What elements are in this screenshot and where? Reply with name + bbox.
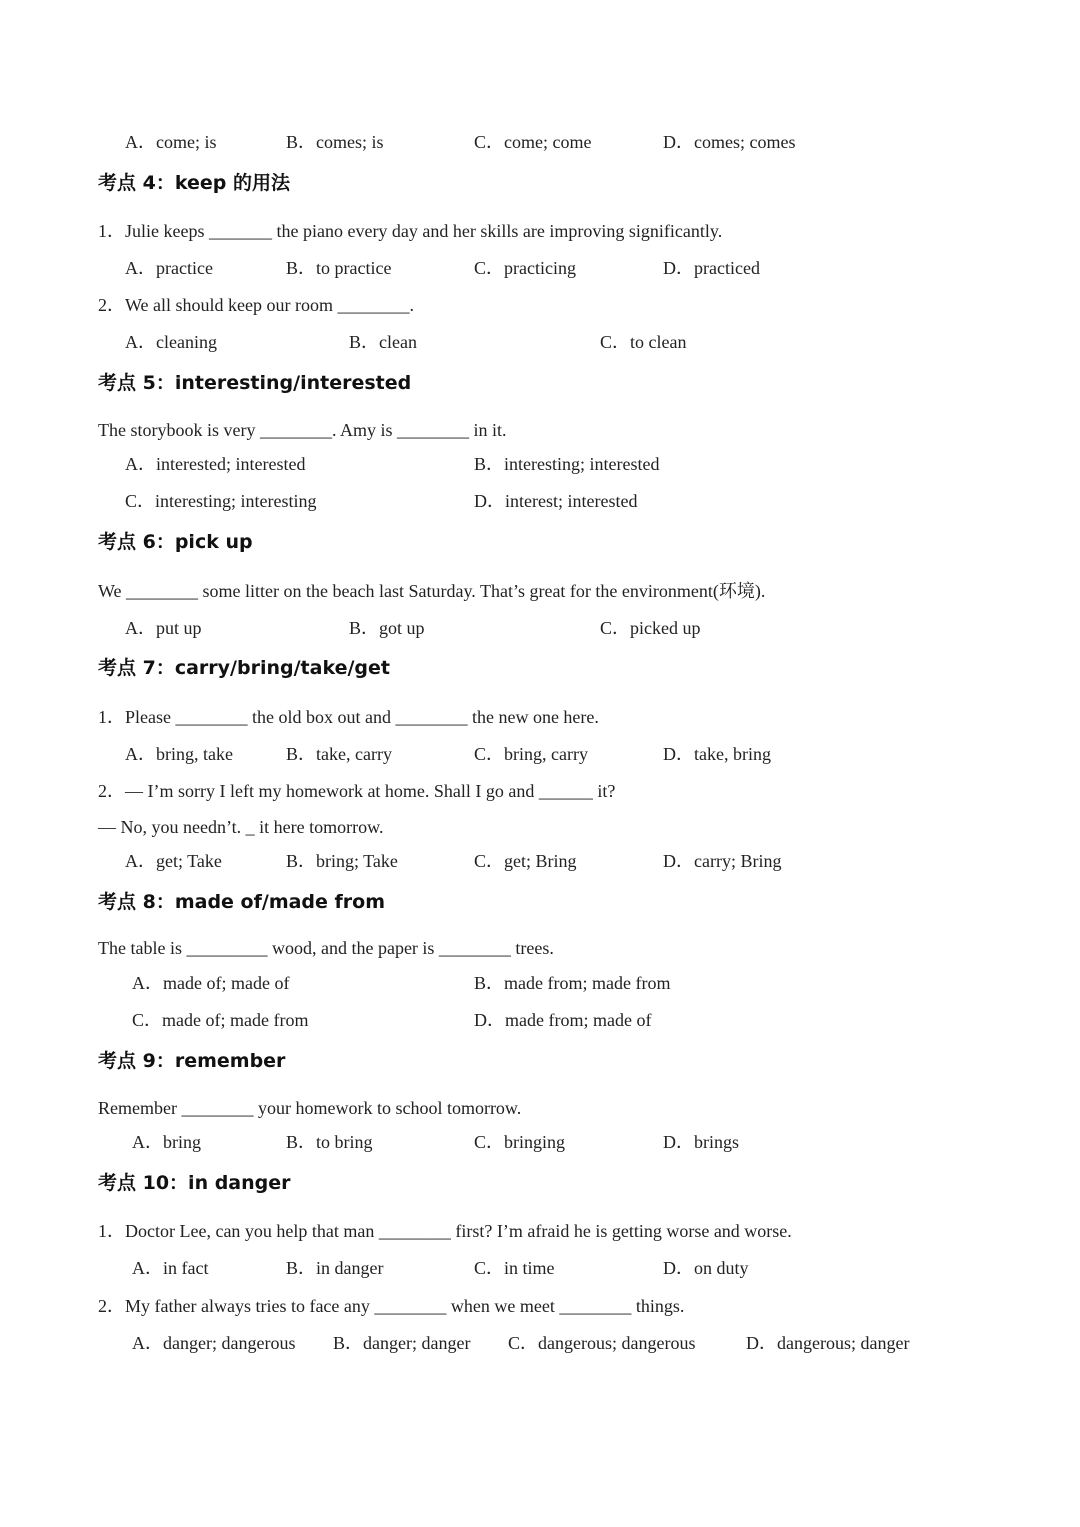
section-heading-10: 考点 10：in danger xyxy=(98,1172,291,1194)
option-c: C．picked up xyxy=(600,618,701,638)
question-7-2-reply: — No, you needn’t. _ it here tomorrow. xyxy=(98,817,384,837)
option-b: B．got up xyxy=(349,618,425,638)
option-a: A．get; Take xyxy=(125,851,222,871)
option-b: B．clean xyxy=(349,332,417,352)
option-c: C．come; come xyxy=(474,132,592,152)
option-d: D．brings xyxy=(663,1132,739,1152)
option-a: A．in fact xyxy=(132,1258,209,1278)
option-b: B．to practice xyxy=(286,258,392,278)
option-c: C．practicing xyxy=(474,258,576,278)
section-heading-4: 考点 4：keep 的用法 xyxy=(98,172,290,194)
question-10-2: 2．My father always tries to face any ________ when we meet ________ things. xyxy=(98,1296,685,1316)
option-d: D．on duty xyxy=(663,1258,749,1278)
option-c: C．get; Bring xyxy=(474,851,577,871)
option-c: C．dangerous; dangerous xyxy=(508,1333,696,1353)
section-heading-7: 考点 7：carry/bring/take/get xyxy=(98,657,390,679)
option-d: D．carry; Bring xyxy=(663,851,782,871)
option-b: B．bring; Take xyxy=(286,851,398,871)
question-4-1: 1．Julie keeps _______ the piano every day and her skills are improving significantly. xyxy=(98,221,723,241)
question-7-2: 2．— I’m sorry I left my homework at home. Shall I go and ______ it? xyxy=(98,781,616,801)
option-a: A．bring xyxy=(132,1132,201,1152)
option-c: C．made of; made from xyxy=(132,1010,309,1030)
option-b: B．to bring xyxy=(286,1132,373,1152)
question-10-1: 1．Doctor Lee, can you help that man ________ first? I’m afraid he is getting worse and worse. xyxy=(98,1221,792,1241)
option-c: C．in time xyxy=(474,1258,555,1278)
option-a: A．practice xyxy=(125,258,213,278)
option-c: C．bringing xyxy=(474,1132,566,1152)
section-heading-6: 考点 6：pick up xyxy=(98,531,253,553)
option-d: D．practiced xyxy=(663,258,760,278)
option-d: D．interest; interested xyxy=(474,491,638,511)
option-b: B．danger; danger xyxy=(333,1333,471,1353)
question-9: Remember ________ your homework to school tomorrow. xyxy=(98,1098,522,1118)
option-b: B．take, carry xyxy=(286,744,392,764)
option-a: A．come; is xyxy=(125,132,217,152)
option-b: B．comes; is xyxy=(286,132,384,152)
option-c: C．interesting; interesting xyxy=(125,491,317,511)
option-b: B．made from; made from xyxy=(474,973,671,993)
option-a: A．danger; dangerous xyxy=(132,1333,296,1353)
option-a: A．cleaning xyxy=(125,332,217,352)
option-a: A．bring, take xyxy=(125,744,233,764)
option-b: B．in danger xyxy=(286,1258,384,1278)
option-d: D．comes; comes xyxy=(663,132,796,152)
question-7-1: 1．Please ________ the old box out and ________ the new one here. xyxy=(98,707,599,727)
option-c: C．to clean xyxy=(600,332,687,352)
section-heading-9: 考点 9：remember xyxy=(98,1050,286,1072)
option-a: A．interested; interested xyxy=(125,454,306,474)
section-heading-8: 考点 8：made of/made from xyxy=(98,891,386,913)
question-8: The table is _________ wood, and the paper is ________ trees. xyxy=(98,938,554,958)
question-6: We ________ some litter on the beach last Saturday. That’s great for the environment(环境). xyxy=(98,581,766,601)
option-b: B．interesting; interested xyxy=(474,454,660,474)
option-a: A．made of; made of xyxy=(132,973,290,993)
option-d: D．take, bring xyxy=(663,744,771,764)
question-5: The storybook is very ________. Amy is ________ in it. xyxy=(98,420,507,440)
question-4-2: 2．We all should keep our room ________. xyxy=(98,295,415,315)
option-c: C．bring, carry xyxy=(474,744,588,764)
option-d: D．dangerous; danger xyxy=(746,1333,910,1353)
option-a: A．put up xyxy=(125,618,202,638)
option-d: D．made from; made of xyxy=(474,1010,652,1030)
section-heading-5: 考点 5：interesting/interested xyxy=(98,372,412,394)
